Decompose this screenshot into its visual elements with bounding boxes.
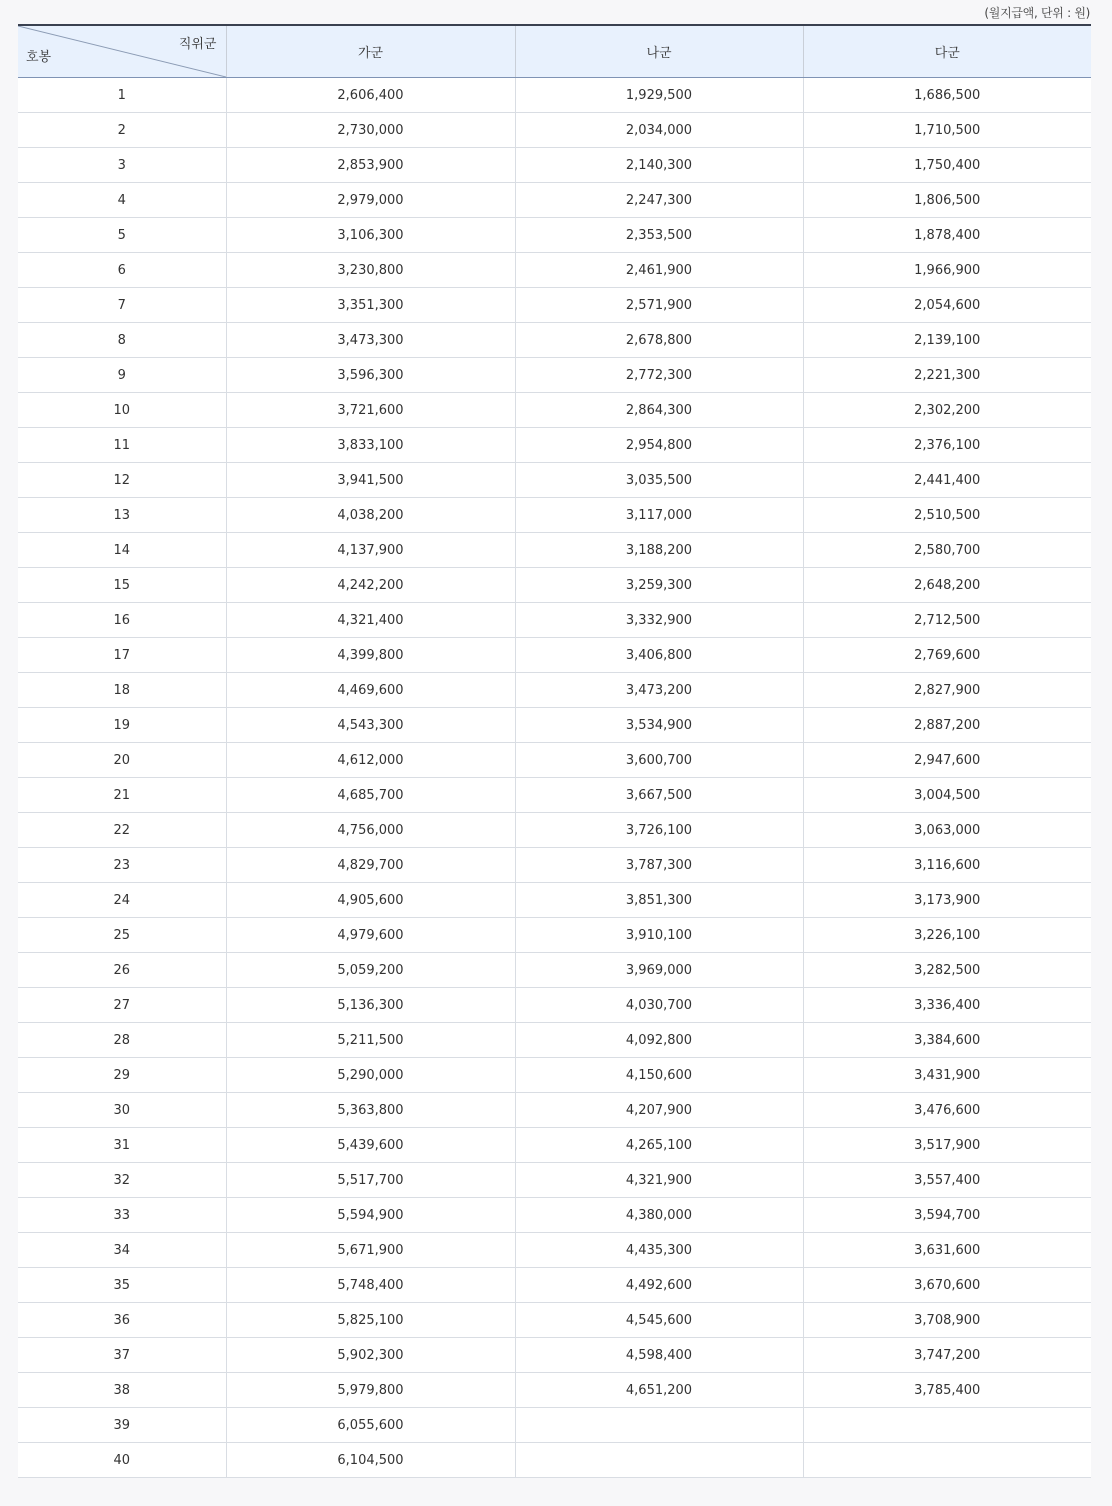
na-value-cell: 3,667,500 xyxy=(515,778,803,813)
ga-value-cell: 5,594,900 xyxy=(226,1198,515,1233)
table-row xyxy=(18,708,1091,743)
step-cell: 22 xyxy=(18,813,226,848)
na-value-cell: 3,332,900 xyxy=(515,603,803,638)
ga-value-cell: 4,685,700 xyxy=(226,778,515,813)
step-cell: 8 xyxy=(18,323,226,358)
na-value-cell: 4,207,900 xyxy=(515,1093,803,1128)
ga-value-cell: 2,606,400 xyxy=(226,78,515,113)
da-value-cell: 2,441,400 xyxy=(803,463,1091,498)
na-value-cell: 2,461,900 xyxy=(515,253,803,288)
na-value-cell: 3,259,300 xyxy=(515,568,803,603)
da-value-cell: 3,431,900 xyxy=(803,1058,1091,1093)
table-row xyxy=(18,813,1091,848)
table-row xyxy=(18,1093,1091,1128)
table-row xyxy=(18,393,1091,428)
table-row xyxy=(18,1128,1091,1163)
na-value-cell: 3,117,000 xyxy=(515,498,803,533)
da-value-cell: 3,708,900 xyxy=(803,1303,1091,1338)
na-value-cell: 2,034,000 xyxy=(515,113,803,148)
unit-caption: (월지급액, 단위 : 원) xyxy=(984,6,1090,20)
step-cell: 25 xyxy=(18,918,226,953)
da-value-cell: 3,631,600 xyxy=(803,1233,1091,1268)
table-row xyxy=(18,253,1091,288)
column-header-ga: 가군 xyxy=(226,25,515,78)
table-row xyxy=(18,848,1091,883)
step-cell: 2 xyxy=(18,113,226,148)
ga-value-cell: 5,136,300 xyxy=(226,988,515,1023)
table-row xyxy=(18,1338,1091,1373)
na-value-cell: 3,600,700 xyxy=(515,743,803,778)
da-value-cell: 3,594,700 xyxy=(803,1198,1091,1233)
na-value-cell: 3,969,000 xyxy=(515,953,803,988)
ga-value-cell: 4,469,600 xyxy=(226,673,515,708)
na-value-cell: 3,851,300 xyxy=(515,883,803,918)
table-row xyxy=(18,673,1091,708)
ga-value-cell: 4,242,200 xyxy=(226,568,515,603)
da-value-cell: 1,710,500 xyxy=(803,113,1091,148)
da-value-cell: 3,336,400 xyxy=(803,988,1091,1023)
table-row xyxy=(18,1198,1091,1233)
step-cell: 30 xyxy=(18,1093,226,1128)
na-value-cell: 3,035,500 xyxy=(515,463,803,498)
ga-value-cell: 2,979,000 xyxy=(226,183,515,218)
step-cell: 37 xyxy=(18,1338,226,1373)
da-value-cell: 3,282,500 xyxy=(803,953,1091,988)
table-row xyxy=(18,218,1091,253)
ga-value-cell: 5,902,300 xyxy=(226,1338,515,1373)
step-cell: 5 xyxy=(18,218,226,253)
ga-value-cell: 3,473,300 xyxy=(226,323,515,358)
ga-value-cell: 4,612,000 xyxy=(226,743,515,778)
step-cell: 33 xyxy=(18,1198,226,1233)
na-value-cell: 2,864,300 xyxy=(515,393,803,428)
table-row xyxy=(18,778,1091,813)
table-row xyxy=(18,113,1091,148)
table-row xyxy=(18,183,1091,218)
step-cell: 35 xyxy=(18,1268,226,1303)
da-value-cell: 1,686,500 xyxy=(803,78,1091,113)
table-row xyxy=(18,603,1091,638)
da-value-cell: 2,947,600 xyxy=(803,743,1091,778)
step-cell: 4 xyxy=(18,183,226,218)
da-value-cell: 2,887,200 xyxy=(803,708,1091,743)
ga-value-cell: 4,137,900 xyxy=(226,533,515,568)
table-row xyxy=(18,568,1091,603)
na-value-cell: 2,140,300 xyxy=(515,148,803,183)
na-value-cell: 4,380,000 xyxy=(515,1198,803,1233)
da-value-cell: 3,517,900 xyxy=(803,1128,1091,1163)
step-cell: 12 xyxy=(18,463,226,498)
step-cell: 19 xyxy=(18,708,226,743)
corner-header-cell xyxy=(18,25,226,78)
ga-value-cell: 2,853,900 xyxy=(226,148,515,183)
da-value-cell: 1,966,900 xyxy=(803,253,1091,288)
table-header-row xyxy=(18,25,1091,78)
table-row xyxy=(18,428,1091,463)
ga-value-cell: 4,905,600 xyxy=(226,883,515,918)
da-value-cell: 3,747,200 xyxy=(803,1338,1091,1373)
ga-value-cell: 4,038,200 xyxy=(226,498,515,533)
da-value-cell: 3,670,600 xyxy=(803,1268,1091,1303)
step-cell: 16 xyxy=(18,603,226,638)
da-value-cell xyxy=(803,1443,1091,1478)
ga-value-cell: 5,979,800 xyxy=(226,1373,515,1408)
table-row xyxy=(18,1233,1091,1268)
table-row xyxy=(18,743,1091,778)
na-value-cell: 3,473,200 xyxy=(515,673,803,708)
da-value-cell: 3,116,600 xyxy=(803,848,1091,883)
ga-value-cell: 6,055,600 xyxy=(226,1408,515,1443)
table-row xyxy=(18,1408,1091,1443)
ga-value-cell: 4,399,800 xyxy=(226,638,515,673)
da-value-cell: 3,476,600 xyxy=(803,1093,1091,1128)
ga-value-cell: 3,833,100 xyxy=(226,428,515,463)
da-value-cell: 2,769,600 xyxy=(803,638,1091,673)
da-value-cell: 2,580,700 xyxy=(803,533,1091,568)
ga-value-cell: 6,104,500 xyxy=(226,1443,515,1478)
na-value-cell: 4,651,200 xyxy=(515,1373,803,1408)
na-value-cell: 4,150,600 xyxy=(515,1058,803,1093)
step-cell: 20 xyxy=(18,743,226,778)
step-cell: 32 xyxy=(18,1163,226,1198)
na-value-cell: 3,188,200 xyxy=(515,533,803,568)
step-cell: 18 xyxy=(18,673,226,708)
da-value-cell: 2,376,100 xyxy=(803,428,1091,463)
da-value-cell: 3,226,100 xyxy=(803,918,1091,953)
step-cell: 15 xyxy=(18,568,226,603)
step-cell: 3 xyxy=(18,148,226,183)
na-value-cell: 2,772,300 xyxy=(515,358,803,393)
ga-value-cell: 4,321,400 xyxy=(226,603,515,638)
da-value-cell: 2,648,200 xyxy=(803,568,1091,603)
da-value-cell: 2,302,200 xyxy=(803,393,1091,428)
step-cell: 13 xyxy=(18,498,226,533)
step-cell: 34 xyxy=(18,1233,226,1268)
table-row xyxy=(18,1023,1091,1058)
na-value-cell: 4,492,600 xyxy=(515,1268,803,1303)
table-row xyxy=(18,323,1091,358)
na-value-cell: 3,534,900 xyxy=(515,708,803,743)
table-row xyxy=(18,498,1091,533)
na-value-cell: 2,353,500 xyxy=(515,218,803,253)
table-row xyxy=(18,638,1091,673)
table-row xyxy=(18,78,1091,113)
ga-value-cell: 5,363,800 xyxy=(226,1093,515,1128)
da-value-cell: 3,785,400 xyxy=(803,1373,1091,1408)
step-cell: 27 xyxy=(18,988,226,1023)
step-cell: 28 xyxy=(18,1023,226,1058)
step-cell: 11 xyxy=(18,428,226,463)
step-cell: 39 xyxy=(18,1408,226,1443)
step-cell: 21 xyxy=(18,778,226,813)
na-value-cell: 2,954,800 xyxy=(515,428,803,463)
ga-value-cell: 5,211,500 xyxy=(226,1023,515,1058)
table-row xyxy=(18,358,1091,393)
step-cell: 38 xyxy=(18,1373,226,1408)
column-header-da: 다군 xyxy=(803,25,1091,78)
da-value-cell: 2,712,500 xyxy=(803,603,1091,638)
na-value-cell: 4,598,400 xyxy=(515,1338,803,1373)
step-cell: 6 xyxy=(18,253,226,288)
da-value-cell: 1,806,500 xyxy=(803,183,1091,218)
ga-value-cell: 5,290,000 xyxy=(226,1058,515,1093)
table-row xyxy=(18,883,1091,918)
ga-value-cell: 5,439,600 xyxy=(226,1128,515,1163)
ga-value-cell: 5,825,100 xyxy=(226,1303,515,1338)
ga-value-cell: 4,829,700 xyxy=(226,848,515,883)
da-value-cell: 3,557,400 xyxy=(803,1163,1091,1198)
ga-value-cell: 3,351,300 xyxy=(226,288,515,323)
na-value-cell: 3,910,100 xyxy=(515,918,803,953)
ga-value-cell: 4,756,000 xyxy=(226,813,515,848)
table-row xyxy=(18,463,1091,498)
ga-value-cell: 3,106,300 xyxy=(226,218,515,253)
ga-value-cell: 4,979,600 xyxy=(226,918,515,953)
na-value-cell: 4,321,900 xyxy=(515,1163,803,1198)
na-value-cell: 3,726,100 xyxy=(515,813,803,848)
na-value-cell: 3,787,300 xyxy=(515,848,803,883)
step-cell: 36 xyxy=(18,1303,226,1338)
na-value-cell: 2,678,800 xyxy=(515,323,803,358)
step-cell: 26 xyxy=(18,953,226,988)
step-cell: 14 xyxy=(18,533,226,568)
da-value-cell: 2,827,900 xyxy=(803,673,1091,708)
da-value-cell: 2,054,600 xyxy=(803,288,1091,323)
step-cell: 1 xyxy=(18,78,226,113)
table-row xyxy=(18,1303,1091,1338)
table-body xyxy=(18,78,1091,1478)
na-value-cell: 3,406,800 xyxy=(515,638,803,673)
ga-value-cell: 3,721,600 xyxy=(226,393,515,428)
da-value-cell: 1,750,400 xyxy=(803,148,1091,183)
table-row xyxy=(18,988,1091,1023)
na-value-cell: 4,265,100 xyxy=(515,1128,803,1163)
table-row xyxy=(18,288,1091,323)
table-row xyxy=(18,1443,1091,1478)
na-value-cell: 4,435,300 xyxy=(515,1233,803,1268)
na-value-cell: 4,545,600 xyxy=(515,1303,803,1338)
step-cell: 24 xyxy=(18,883,226,918)
ga-value-cell: 3,596,300 xyxy=(226,358,515,393)
step-cell: 31 xyxy=(18,1128,226,1163)
ga-value-cell: 3,230,800 xyxy=(226,253,515,288)
table-row xyxy=(18,918,1091,953)
salary-table xyxy=(18,24,1091,1478)
na-value-cell: 2,571,900 xyxy=(515,288,803,323)
na-value-cell xyxy=(515,1408,803,1443)
ga-value-cell: 5,059,200 xyxy=(226,953,515,988)
table-row xyxy=(18,953,1091,988)
table-row xyxy=(18,148,1091,183)
step-cell: 7 xyxy=(18,288,226,323)
ga-value-cell: 5,517,700 xyxy=(226,1163,515,1198)
na-value-cell: 1,929,500 xyxy=(515,78,803,113)
step-cell: 9 xyxy=(18,358,226,393)
da-value-cell: 2,221,300 xyxy=(803,358,1091,393)
table-row xyxy=(18,1058,1091,1093)
table-row xyxy=(18,1373,1091,1408)
da-value-cell xyxy=(803,1408,1091,1443)
ga-value-cell: 4,543,300 xyxy=(226,708,515,743)
step-cell: 23 xyxy=(18,848,226,883)
step-label: 호봉 xyxy=(26,50,52,65)
da-value-cell: 3,063,000 xyxy=(803,813,1091,848)
na-value-cell: 2,247,300 xyxy=(515,183,803,218)
da-value-cell: 1,878,400 xyxy=(803,218,1091,253)
column-header-na: 나군 xyxy=(515,25,803,78)
ga-value-cell: 3,941,500 xyxy=(226,463,515,498)
ga-value-cell: 5,671,900 xyxy=(226,1233,515,1268)
salary-table-container xyxy=(18,24,1091,1478)
table-row xyxy=(18,533,1091,568)
step-cell: 40 xyxy=(18,1443,226,1478)
na-value-cell: 4,092,800 xyxy=(515,1023,803,1058)
step-cell: 17 xyxy=(18,638,226,673)
table-row xyxy=(18,1268,1091,1303)
da-value-cell: 2,510,500 xyxy=(803,498,1091,533)
da-value-cell: 2,139,100 xyxy=(803,323,1091,358)
ga-value-cell: 2,730,000 xyxy=(226,113,515,148)
na-value-cell xyxy=(515,1443,803,1478)
position-group-label: 직위군 xyxy=(178,37,217,52)
ga-value-cell: 5,748,400 xyxy=(226,1268,515,1303)
da-value-cell: 3,173,900 xyxy=(803,883,1091,918)
step-cell: 29 xyxy=(18,1058,226,1093)
na-value-cell: 4,030,700 xyxy=(515,988,803,1023)
da-value-cell: 3,004,500 xyxy=(803,778,1091,813)
table-row xyxy=(18,1163,1091,1198)
step-cell: 10 xyxy=(18,393,226,428)
da-value-cell: 3,384,600 xyxy=(803,1023,1091,1058)
